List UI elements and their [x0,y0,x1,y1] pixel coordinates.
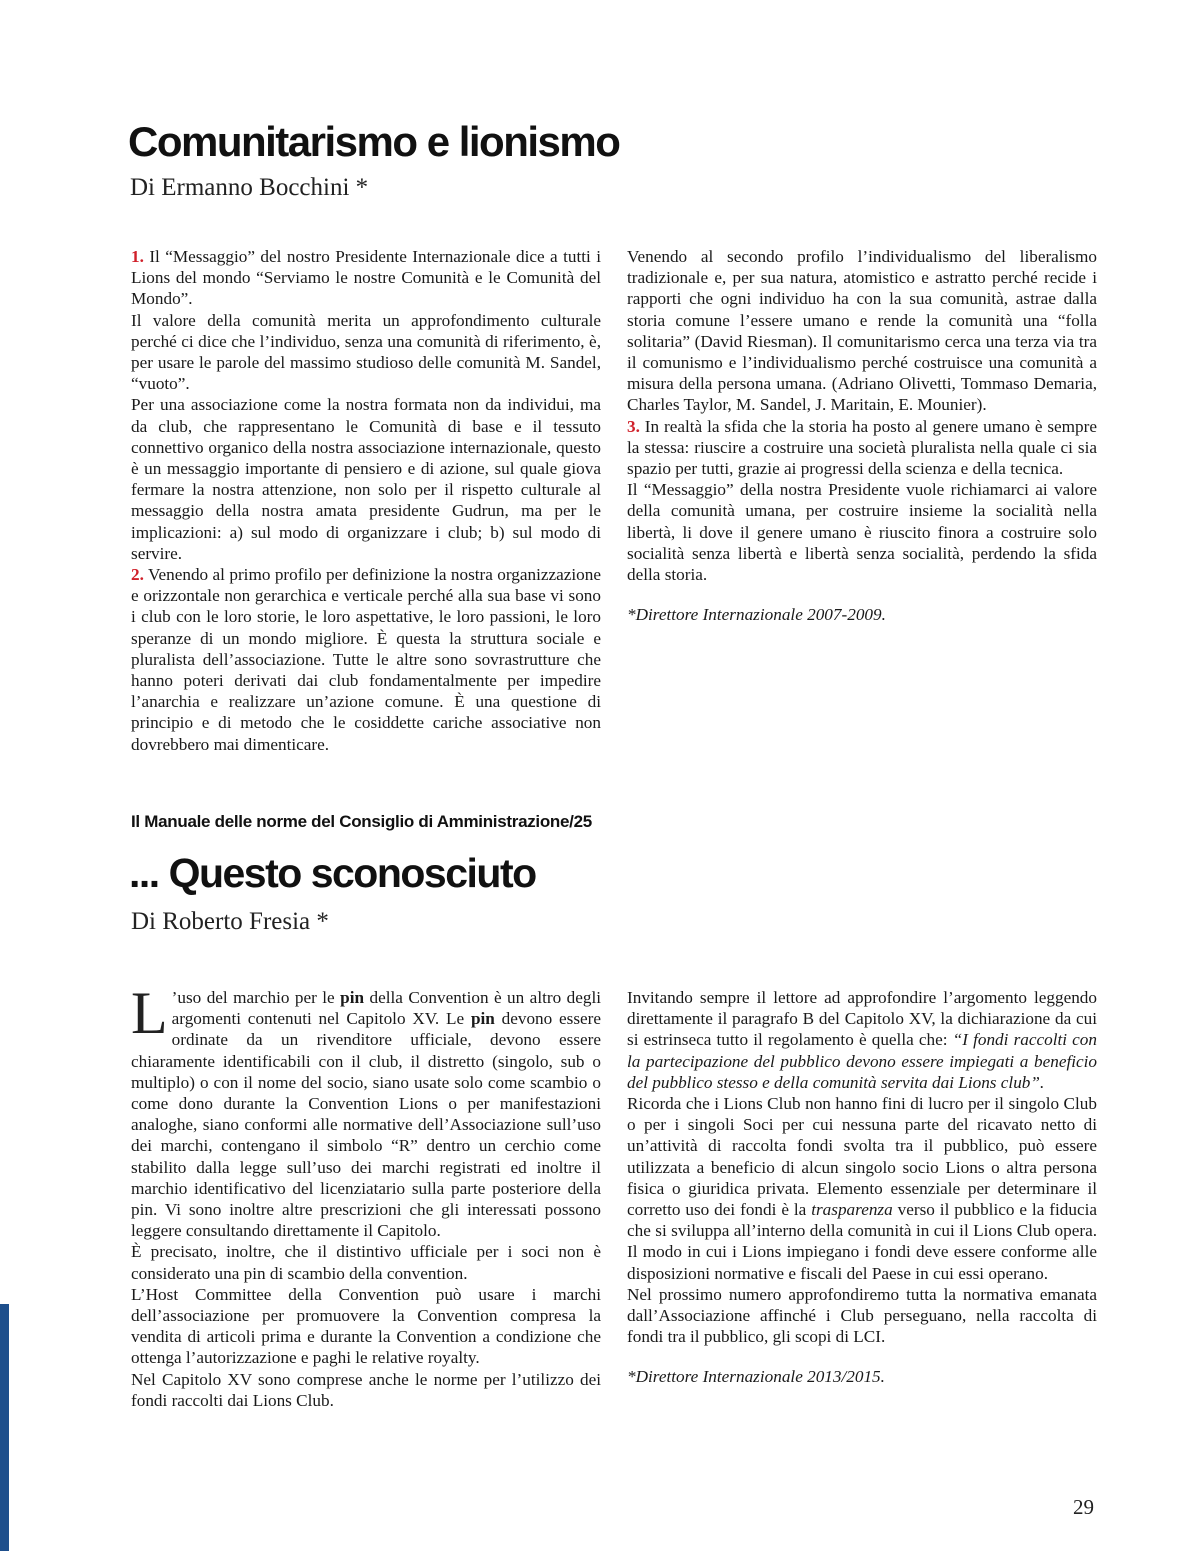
drop-cap: L [131,980,168,1046]
article1-title: Comunitarismo e lionismo [128,118,620,165]
article1-paragraph-3: Per una associazione come la nostra formata non da individui, ma da club, che rappresentano le Comunità di base e il tessuto connettivo organico della nostra associazione internazionale, questo è un messaggio importante di pensiero e di azione, sul quale giova fermare la nostra attenzione, non solo per il rispetto culturale al messaggio della nostra amata presidente Gudrun, ma per le implicazioni: a) sul modo di organizzare i club; b) sul modo di servire. [131,395,601,563]
article1-author-note: *Direttore Internazionale 2007-2009. [627,605,886,625]
article1-paragraph-6: 3. In realtà la sfida che la storia ha posto al genere umano è sempre la stessa: riuscire a costruire una società pluralista nella quale ci sia spazio per tutti, grazie ai progressi della scienza e della tecnica. [627,416,1097,479]
section-number: 3. [627,416,640,436]
article1-paragraph-7: Il “Messaggio” della nostra Presidente vuole richiamarci ai valore della comunità umana, per costruire insieme la socialità nella libertà, li dove il genere umano è riuscito finora a costruire solo socialità senza libertà e libertà senza socialità, perdendo la sfida della storia. [627,480,1097,585]
article1-byline: Di Ermanno Bocchini * [130,174,369,201]
article2-paragraph-4: Nel Capitolo XV sono comprese anche le norme per l’utilizzo dei fondi raccolti dai Lions Club. [131,1369,601,1410]
article2-paragraph-6: Ricorda che i Lions Club non hanno fini di lucro per il singolo Club o per i singoli Soci per cui nessuna parte del ricavato netto di un’attività di raccolta fondi svolta tra il pubblico, può essere utilizzata a beneficio di alcun singolo socio Lions o altra persona fisica o giuridica privata. Elemento essenziale per determinare il corretto uso dei fondi è la trasparenza verso il pubblico e la fiducia che si sviluppa all’interno della comunità in cui il Lions Club opera. Il modo in cui i Lions impiegano i fondi deve essere conforme alle disposizioni normative e fiscali del Paese in cui essi operano. [627,1094,1097,1283]
article1-paragraph-1: 1. Il “Messaggio” del nostro Presidente Internazionale dice a tutti i Lions del mondo “Serviamo le nostre Comunità e le Comunità del Mondo”. [131,247,602,309]
article2-column-right [627,987,1097,1388]
article2-author-note: *Direttore Internazionale 2013/2015. [627,1367,885,1387]
article2-paragraph-1: L ’uso del marchio per le pin della Convention è un altro degli argomenti contenuti nel Capitolo XV. Le pin devono essere ordinate da un rivenditore ufficiale, devono essere chiaramente identificabili con il club, il distretto (singolo, sub o multiplo) o con il nome del socio, siano usate solo come scambio o come dono durante la Convention Lions o per manifestazioni analoghe, siano conformi alle normative dell’Associazione sull’uso dei marchi, contengano il simbolo “R” dentro un cerchio come stabilito dalla legge sull’uso dei marchi registrati ed inoltre il marchio identificativo del licenziatario sulla parte posteriore della pin. Vi sono inoltre altre prescrizioni che gli interessati possono leggere consultando direttamente il Capitolo. [131,980,601,1241]
edge-color-bar [0,1304,9,1551]
article1-paragraph-2: Il valore della comunità merita un approfondimento culturale perché ci dice che l’individuo, senza una comunità di riferimento, è, per usare le parole del massimo studioso delle comunità M. Sandel, “vuoto”. [131,310,601,394]
article1-column-right [627,246,1097,625]
article2-byline: Di Roberto Fresia * [131,908,329,935]
article2-title: ... Questo sconosciuto [129,850,536,896]
article2-paragraph-2: È precisato, inoltre, che il distintivo ufficiale per i soci non è considerato una pin di scambio della convention. [131,1242,601,1283]
article2-paragraph-3: L’Host Committee della Convention può usare i marchi dell’associazione per promuovere la Convention compresa la vendita di articoli prima e durante la Convention a condizione che ottenga l’autorizzazione e paghi le relative royalty. [131,1284,601,1368]
section-number: 2. [131,565,144,585]
section-number: 1. [131,247,144,266]
article2-paragraph-7: Nel prossimo numero approfondiremo tutta la normativa emanata dall’Associazione affinché i Club perseguano, nella raccolta di fondi tra il pubblico, gli scopi di LCI. [627,1284,1097,1347]
article1-paragraph-5: Venendo al secondo profilo l’individualismo del liberalismo tradizionale e, per sua natura, atomistico e astratto perché recide i rapporti che ogni individuo ha con la sua comunità, astrae dalla storia comune l’essere umano e rende la comunità una “folla solitaria” (David Riesman). Il comunitarismo cerca una terza via tra il comunismo e l’individualismo perché costruisce una comunità a misura della persona umana. (Adriano Olivetti, Tommaso Demaria, Charles Taylor, M. Sandel, J. Maritain, E. Mounier). [627,247,1097,415]
article2-kicker: Il Manuale delle norme del Consiglio di Amministrazione/25 [131,812,592,831]
article2-column-left [131,980,601,1411]
article1-column-left [131,246,601,755]
article1-paragraph-4: 2. Venendo al primo profilo per definizione la nostra organizzazione e orizzontale non gerarchica e verticale perché alla sua base vi sono i club con le loro storie, le loro aspettative, le loro passioni, le loro speranze di un mondo migliore. È questa la struttura sociale e pluralista dell’associazione. Tutte le altre sono sovrastrutture che hanno poteri derivati dai club fondamentalmente per impedire l’anarchia e realizzare un’azione comune. È una questione di principio e di metodo che le cosiddette cariche associative non dovrebbero mai dimenticare. [131,565,601,754]
page-number: 29 [1073,1495,1094,1519]
article2-paragraph-5: Invitando sempre il lettore ad approfondire l’argomento leggendo direttamente il paragrafo B del Capitolo XV, la dichiarazione da cui si estrinseca tutto il regolamento è quella che: “I fondi raccolti con la partecipazione del pubblico devono essere impiegati a beneficio del pubblico stesso e della comunità servita dai Lions club”. [627,988,1097,1092]
